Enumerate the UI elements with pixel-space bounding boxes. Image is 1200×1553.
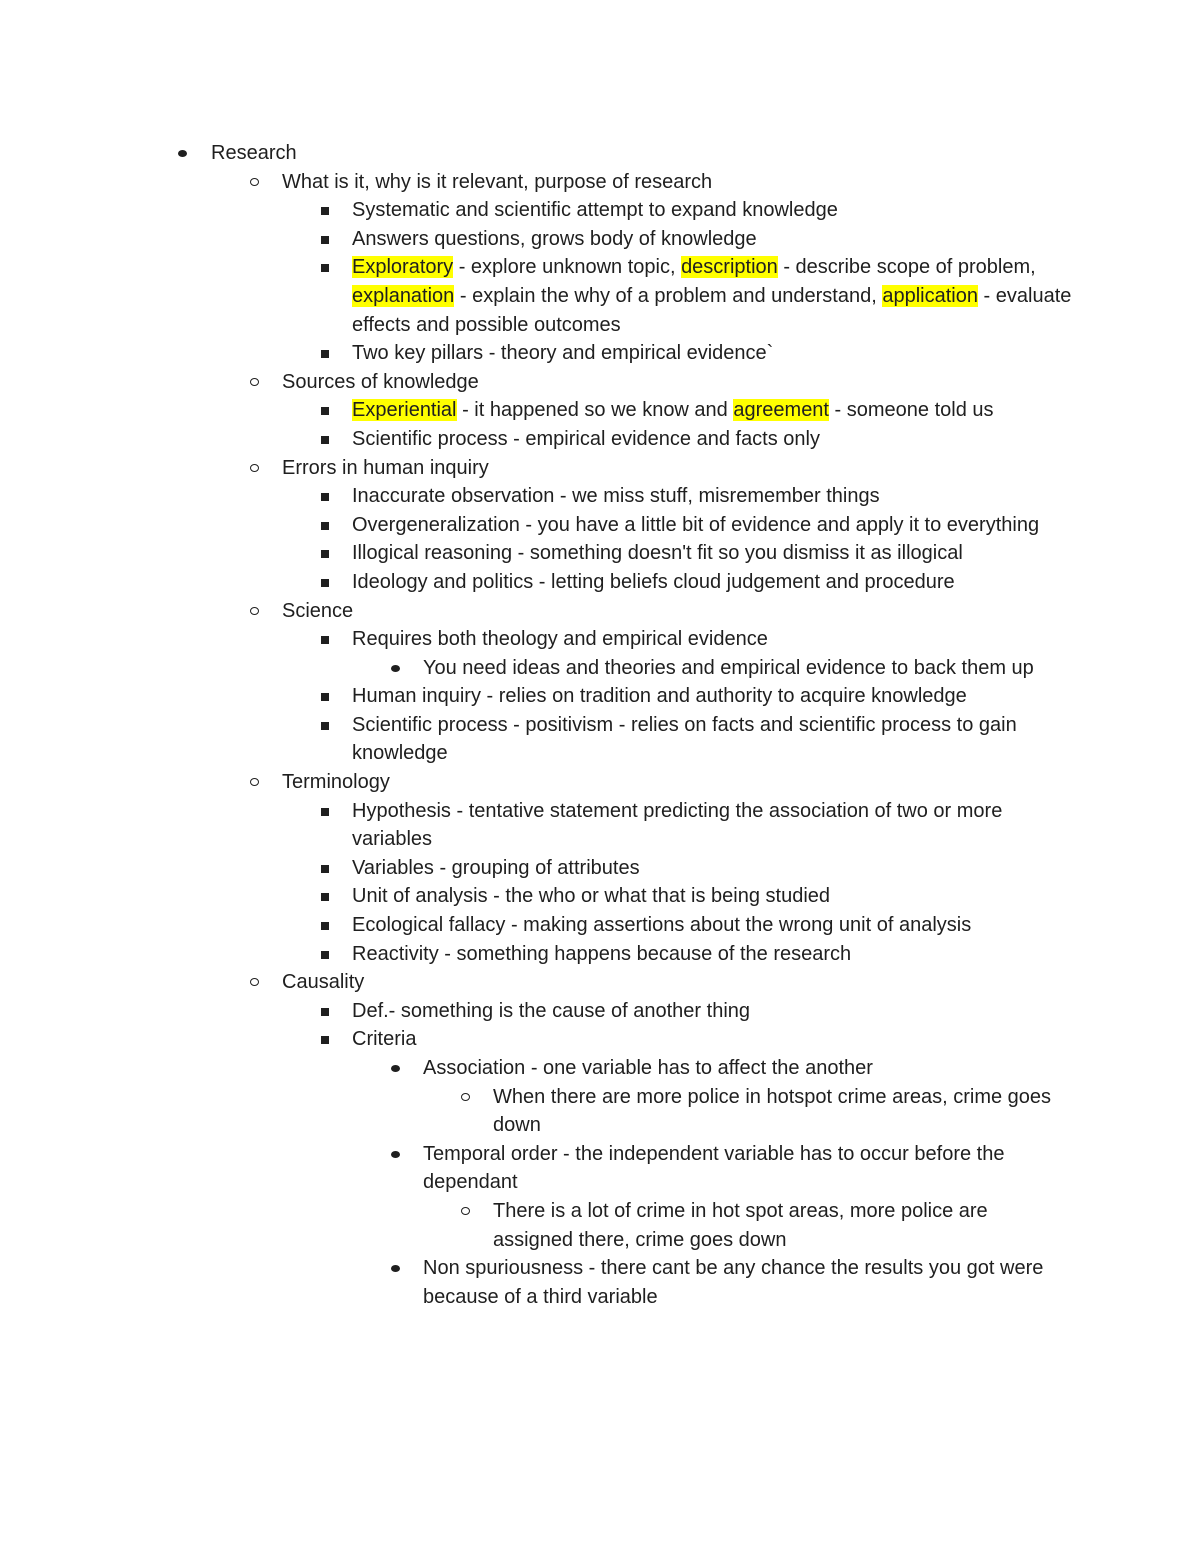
disc-bullet-icon xyxy=(386,1054,406,1083)
item-text: Human inquiry - relies on tradition and authority to acquire knowledge xyxy=(352,685,967,708)
highlighted-term: Experiential xyxy=(352,399,457,422)
square-bullet-icon xyxy=(315,482,335,511)
circle-bullet-icon xyxy=(245,168,265,197)
square-bullet-icon xyxy=(315,539,335,568)
list-item xyxy=(0,625,1072,654)
disc-bullet-icon xyxy=(386,1254,406,1283)
list-item xyxy=(0,196,1072,225)
list-item xyxy=(0,425,1072,454)
item-text: Errors in human inquiry xyxy=(282,456,489,479)
item-text: Overgeneralization - you have a little bit of evidence and apply it to everything xyxy=(352,513,1040,536)
list-item xyxy=(0,539,1072,568)
circle-bullet-icon xyxy=(245,368,265,397)
term-definition: - someone told us xyxy=(829,399,994,422)
item-text: Terminology xyxy=(282,771,390,794)
item-text: Reactivity - something happens because of the research xyxy=(352,942,852,965)
square-bullet-icon xyxy=(315,339,335,368)
highlighted-term: agreement xyxy=(733,399,829,422)
circle-bullet-icon xyxy=(245,768,265,797)
term-definition: - it happened so we know and xyxy=(456,399,734,422)
term-definition: - explore unknown topic, xyxy=(453,256,682,279)
item-text: Ecological fallacy - making assertions about the wrong unit of analysis xyxy=(352,914,972,937)
item-text: Def.- something is the cause of another thing xyxy=(352,999,751,1022)
item-text: Scientific process - empirical evidence and facts only xyxy=(352,427,820,450)
square-bullet-icon xyxy=(315,225,335,254)
square-bullet-icon xyxy=(315,940,335,969)
item-text: Sources of knowledge xyxy=(282,370,479,393)
item-text: Illogical reasoning - something doesn't fit so you dismiss it as illogical xyxy=(352,542,963,565)
list-item-research-purposes xyxy=(0,253,1072,339)
square-bullet-icon xyxy=(315,997,335,1026)
item-text: Ideology and politics - letting beliefs cloud judgement and procedure xyxy=(352,570,955,593)
item-text: Two key pillars - theory and empirical evidence` xyxy=(352,342,774,365)
square-bullet-icon xyxy=(315,1025,335,1054)
list-item xyxy=(0,1140,1073,1197)
item-text: Variables - grouping of attributes xyxy=(352,856,640,879)
item-text: Temporal order - the independent variable has to occur before the dependant xyxy=(423,1142,1005,1194)
item-text: Research xyxy=(211,142,297,164)
item-text: Causality xyxy=(282,971,365,994)
item-text: Criteria xyxy=(352,1028,417,1051)
item-text: When there are more police in hotspot crime areas, crime goes down xyxy=(493,1085,1052,1137)
item-text: Hypothesis - tentative statement predicting the association of two or more variables xyxy=(352,799,1003,851)
list-item xyxy=(0,911,1072,940)
list-item xyxy=(0,797,1072,854)
list-item xyxy=(0,1197,1073,1254)
item-text: Requires both theology and empirical evidence xyxy=(352,628,768,651)
list-item xyxy=(0,1054,1073,1083)
square-bullet-icon xyxy=(315,253,335,282)
list-item xyxy=(0,396,1072,425)
square-bullet-icon xyxy=(315,196,335,225)
list-item-sources xyxy=(0,368,1072,397)
list-item xyxy=(0,997,1072,1026)
list-item xyxy=(0,1083,1073,1140)
square-bullet-icon xyxy=(315,568,335,597)
list-item xyxy=(0,568,1072,597)
highlighted-term: application xyxy=(882,284,978,307)
square-bullet-icon xyxy=(315,882,335,911)
disc-bullet-icon xyxy=(386,1140,406,1169)
list-item xyxy=(0,654,1073,683)
circle-bullet-icon xyxy=(456,1197,476,1226)
disc-bullet-icon xyxy=(386,654,406,683)
list-item xyxy=(0,940,1072,969)
item-text: Inaccurate observation - we miss stuff, misremember things xyxy=(352,485,880,508)
list-item-science xyxy=(0,597,1072,626)
list-item xyxy=(0,854,1072,883)
square-bullet-icon xyxy=(315,625,335,654)
list-item-terminology xyxy=(0,768,1072,797)
list-item xyxy=(0,1254,1073,1311)
item-text: Association - one variable has to affect the another xyxy=(423,1057,873,1079)
highlighted-term: Exploratory xyxy=(352,256,454,279)
item-text: Non spuriousness - there cant be any chance the results you got were because of a third variable xyxy=(423,1257,1044,1308)
circle-bullet-icon xyxy=(245,597,265,626)
list-item xyxy=(0,882,1072,911)
square-bullet-icon xyxy=(315,711,335,740)
list-item xyxy=(0,225,1072,254)
list-item xyxy=(0,1025,1072,1054)
item-text: Unit of analysis - the who or what that is being studied xyxy=(352,885,831,908)
notes-outline xyxy=(0,139,1200,1311)
square-bullet-icon xyxy=(315,425,335,454)
highlighted-term: description xyxy=(681,256,778,279)
item-text: You need ideas and theories and empirical evidence to back them up xyxy=(423,656,1034,679)
item-text: Scientific process - positivism - relies on facts and scientific process to gain knowledge xyxy=(352,713,1017,765)
square-bullet-icon xyxy=(315,396,335,425)
square-bullet-icon xyxy=(315,797,335,826)
item-text: Answers questions, grows body of knowledge xyxy=(352,227,757,250)
list-item-errors xyxy=(0,454,1072,483)
list-item xyxy=(0,339,1072,368)
disc-bullet-icon xyxy=(173,139,193,168)
item-text: Science xyxy=(282,599,354,622)
list-item-what-is-it xyxy=(0,168,1072,197)
term-definition: - explain the why of a problem and understand, xyxy=(454,284,883,307)
list-item xyxy=(0,711,1072,768)
highlighted-term: explanation xyxy=(352,284,455,307)
square-bullet-icon xyxy=(315,854,335,883)
circle-bullet-icon xyxy=(456,1083,476,1112)
list-item xyxy=(0,511,1072,540)
list-item-causality xyxy=(0,968,1072,997)
item-text: There is a lot of crime in hot spot areas, more police are assigned there, crime goes down xyxy=(493,1199,988,1251)
list-item xyxy=(0,682,1072,711)
square-bullet-icon xyxy=(315,682,335,711)
circle-bullet-icon xyxy=(245,454,265,483)
circle-bullet-icon xyxy=(245,968,265,997)
term-definition: - evaluate effects and possible outcomes xyxy=(352,284,1072,336)
square-bullet-icon xyxy=(315,511,335,540)
list-item-research xyxy=(0,139,1071,168)
term-definition: - describe scope of problem, xyxy=(777,256,1036,279)
item-text: Systematic and scientific attempt to expand knowledge xyxy=(352,199,838,222)
item-text: What is it, why is it relevant, purpose of research xyxy=(282,170,713,193)
list-item xyxy=(0,482,1072,511)
square-bullet-icon xyxy=(315,911,335,940)
